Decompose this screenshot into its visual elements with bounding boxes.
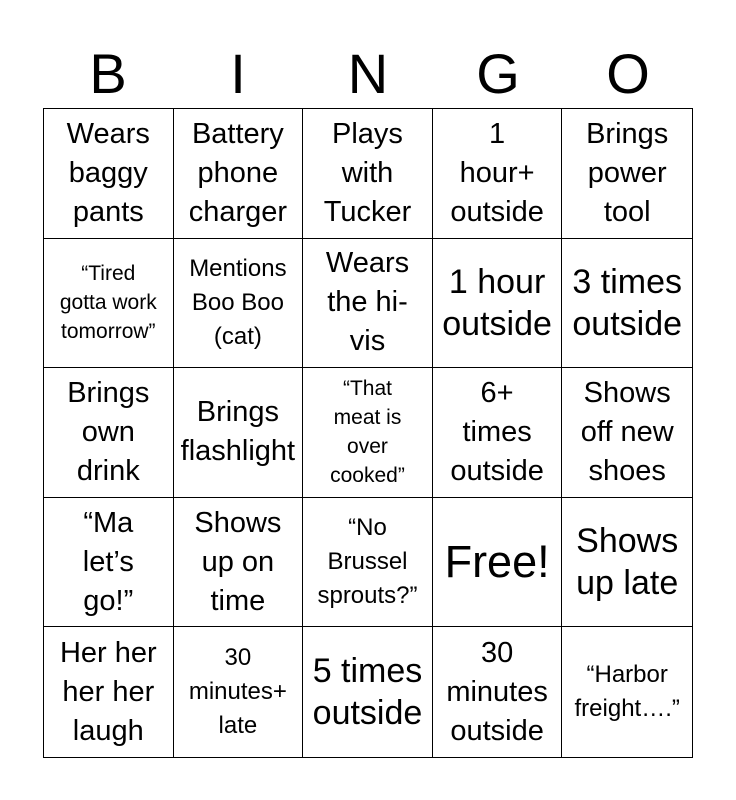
bingo-cell[interactable] xyxy=(44,239,174,369)
bingo-cell[interactable] xyxy=(562,109,692,239)
bingo-cell[interactable] xyxy=(303,109,433,239)
bingo-cell[interactable] xyxy=(562,498,692,628)
cell-text: 6+ times outside xyxy=(450,376,544,487)
bingo-cell[interactable] xyxy=(174,368,304,498)
cell-text: Brings flashlight xyxy=(180,396,296,468)
cell-text: 1 hour outside xyxy=(442,262,552,343)
cell-text: Brings own drink xyxy=(67,376,150,487)
bingo-cell[interactable] xyxy=(44,109,174,239)
bingo-cell[interactable] xyxy=(433,368,563,498)
bingo-cell[interactable] xyxy=(303,368,433,498)
bingo-cell[interactable] xyxy=(562,239,692,369)
cell-text: “No Brussel sprouts?” xyxy=(317,514,418,610)
header-letter-o: O xyxy=(606,42,650,105)
cell-text: Wears baggy pants xyxy=(66,117,150,228)
header-letter-b: B xyxy=(89,42,127,105)
cell-text: “That meat is over cooked” xyxy=(330,377,405,488)
bingo-cell[interactable] xyxy=(433,109,563,239)
cell-text: “Ma let’s go!” xyxy=(82,506,134,617)
bingo-cell[interactable] xyxy=(174,627,304,757)
cell-text: Shows off new shoes xyxy=(580,376,674,487)
bingo-cell[interactable] xyxy=(174,498,304,628)
cell-text: Shows up on time xyxy=(194,506,282,617)
bingo-cell[interactable] xyxy=(303,498,433,628)
cell-text: Shows up late xyxy=(576,522,679,603)
cell-text: 1 hour+ outside xyxy=(450,117,544,228)
bingo-header xyxy=(43,40,693,108)
bingo-cell[interactable] xyxy=(433,627,563,757)
bingo-cell[interactable] xyxy=(562,627,692,757)
bingo-cell[interactable] xyxy=(44,498,174,628)
cell-text: “Harbor freight….” xyxy=(574,661,680,723)
cell-text: “Tired gotta work tomorrow” xyxy=(59,262,157,344)
bingo-board xyxy=(43,108,693,758)
bingo-cell[interactable] xyxy=(562,368,692,498)
cell-text: 5 times outside xyxy=(312,652,423,733)
cell-text: 30 minutes outside xyxy=(446,636,548,747)
cell-text: Plays with Tucker xyxy=(323,117,412,228)
free-space-text: Free! xyxy=(444,536,550,588)
cell-text: Wears the hi- vis xyxy=(325,247,410,358)
bingo-cell[interactable] xyxy=(433,239,563,369)
bingo-cell[interactable] xyxy=(44,627,174,757)
bingo-cell[interactable] xyxy=(44,368,174,498)
bingo-cell[interactable] xyxy=(174,109,304,239)
cell-text: Battery phone charger xyxy=(188,117,288,228)
cell-text: Mentions Boo Boo (cat) xyxy=(189,254,287,350)
cell-text: Brings power tool xyxy=(586,117,669,228)
header-letter-i: I xyxy=(230,42,246,105)
cell-text: 3 times outside xyxy=(572,262,683,343)
header-letter-n: N xyxy=(347,42,389,105)
header-letter-g: G xyxy=(476,42,520,105)
bingo-cell[interactable] xyxy=(303,627,433,757)
cell-text: 30 minutes+ late xyxy=(188,644,287,740)
free-space-cell[interactable] xyxy=(433,498,563,628)
bingo-cell[interactable] xyxy=(303,239,433,369)
cell-text: Her her her her laugh xyxy=(59,636,157,747)
bingo-cell[interactable] xyxy=(174,239,304,369)
